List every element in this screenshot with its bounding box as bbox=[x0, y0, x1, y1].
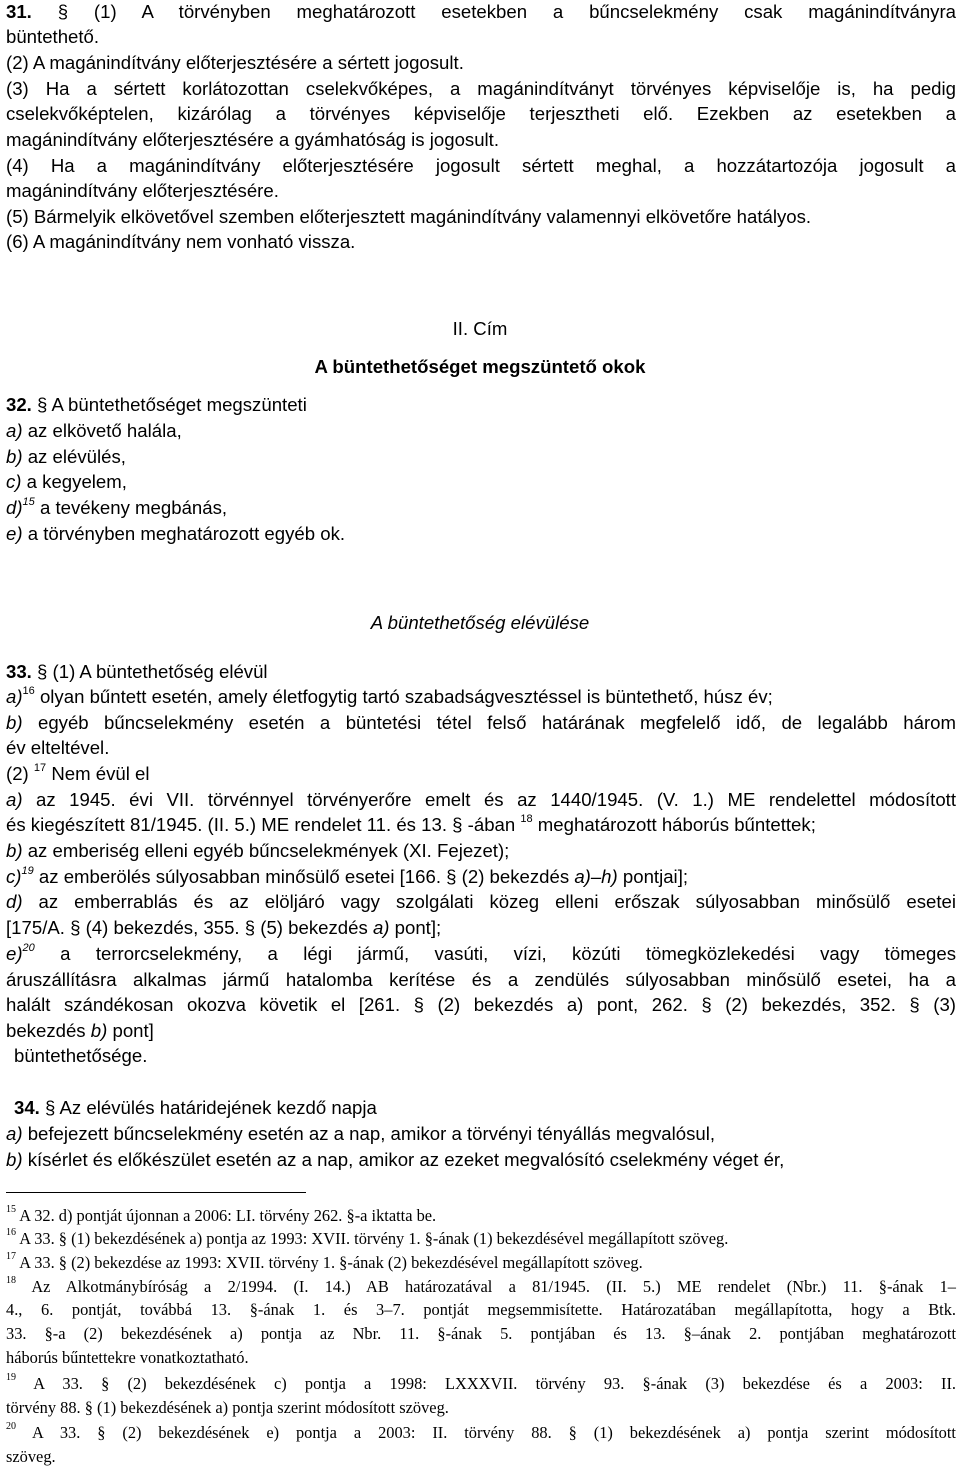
art33-number: 33. bbox=[6, 661, 32, 682]
art33-2-d: d) az emberrablás és az elöljáró vagy szolgálati közeg elleni erőszak súlyosabban minősülő esetei bbox=[6, 891, 956, 912]
art33-2-d-cont: [175/A. § (4) bekezdés, 355. § (5) bekezdés a) pont]; bbox=[6, 917, 442, 938]
art31-line-5: cselekvőképtelen, kizárólag a törvényes képviselője terjesztheti elő. Ezekben az esetekben a bbox=[6, 103, 956, 124]
art32-lead: 32. § A büntethetőséget megszünteti bbox=[6, 394, 307, 415]
art33-2-e-cont-2: halált szándékosan okozva követik el [261. § (2) bekezdés a) pont, 262. § (2) bekezdés, 352. § (3) bbox=[6, 994, 956, 1015]
footnote-19: $^{19}$ A 33. § (2) bekezdésének c) pontja a 1998: LXXXVII. törvény 93. §-ának (3) bekezdése és a 2003: II. bbox=[6, 1371, 956, 1393]
art31-number: 31. bbox=[6, 1, 32, 22]
art34-item-a: a) befejezett bűncselekmény esetén az a nap, amikor a törvényi tényállás megvalósul, bbox=[6, 1123, 716, 1144]
art32-number: 32. bbox=[6, 394, 32, 415]
footnote-19-cont: törvény 88. § (1) bekezdésének a) pontja szerint módosított szöveg. bbox=[6, 1398, 449, 1417]
art32-item-e: e) a törvényben meghatározott egyéb ok. bbox=[6, 523, 346, 544]
title-number: II. Cím bbox=[452, 318, 508, 339]
footnote-18: $^{18}$ Az Alkotmánybíróság a 2/1994. (I. 14.) AB határozatával a 81/1945. (II. 5.) ME rendelet (Nbr.) 11. §-ának 1– bbox=[6, 1274, 956, 1296]
art33-2-c: c)$^{19}$ az emberölés súlyosabban minősülő esetei [166. § (2) bekezdés a)–h) pontjai]; bbox=[6, 864, 689, 887]
art34-item-b: b) kísérlet és előkészület esetén az a nap, amikor az ezeket megvalósító cselekmény véget ér, bbox=[6, 1149, 785, 1170]
footnote-18-cont-2: 33. §-a (2) bekezdésének a) pontja az Nbr. 11. §-ának 5. pontjában és 13. §–ának 2. pontjában meghatározott bbox=[6, 1324, 956, 1343]
footnote-ref-20[interactable]: 20 bbox=[22, 941, 35, 954]
art33-item-b-cont: év elteltével. bbox=[6, 737, 110, 758]
art33-para-2: (2) $^{17}$ Nem évül el bbox=[6, 761, 150, 784]
art31-line-1 bbox=[6, 1, 956, 23]
footnote-separator bbox=[6, 1192, 306, 1193]
art33-2-e-cont-1: áruszállításra alkalmas jármű hatalomba kerítése és a zendülés súlyosabban minősülő esetei, ha a bbox=[6, 969, 956, 990]
art34-number: 34. bbox=[14, 1097, 40, 1118]
art33-item-b: b) egyéb bűncselekmény esetén a büntetési tétel felső határának megfelelő idő, de legalább három bbox=[6, 712, 956, 733]
footnote-ref-18[interactable]: 18 bbox=[520, 812, 533, 825]
art33-2-a: a) az 1945. évi VII. törvénnyel törvényerőre emelt és az 1440/1945. (V. 1.) ME rendelettel módosított bbox=[6, 789, 956, 810]
art32-item-d: d)$^{15}$ a tevékeny megbánás, bbox=[6, 495, 228, 518]
art33-2-a-cont: és kiegészített 81/1945. (II. 5.) ME rendelet 11. és 13. § -ában $^{18}$ meghatározott háborús bűntettek; bbox=[6, 812, 816, 835]
art31-line-4: (3) Ha a sértett korlátozottan cselekvőképes, a magánindítványt törvényes képviselője is, ha pedig bbox=[6, 78, 956, 99]
art31-line-2: büntethető. bbox=[6, 26, 100, 47]
footnote-18-cont-1: 4., 6. pontját, továbbá 13. §-ának 1. és 3–7. pontját megsemmisítette. Határozatában megállapította, hogy a Btk. bbox=[6, 1300, 956, 1319]
art31-line-7: (4) Ha a magánindítvány előterjesztésére jogosult sértett meghal, a hozzátartozója jogosult a bbox=[6, 155, 956, 176]
footnote-15: $^{15}$ A 32. d) pontját újonnan a 2006: LI. törvény 262. §-a iktatta be. bbox=[6, 1203, 437, 1225]
art31-line-10: (6) A magánindítvány nem vonható vissza. bbox=[6, 231, 356, 252]
art33-lead: 33. § (1) A büntethetőség elévül bbox=[6, 661, 268, 682]
footnote-17: $^{17}$ A 33. § (2) bekezdése az 1993: XVII. törvény 1. §-ának (2) bekezdésével megállapított szöveg. bbox=[6, 1250, 643, 1272]
art31-line-3: (2) A magánindítvány előterjesztésére a sértett jogosult. bbox=[6, 52, 464, 73]
footnote-ref-16[interactable]: 16 bbox=[22, 684, 35, 697]
art32-item-a: a) az elkövető halála, bbox=[6, 420, 182, 441]
title-name: A büntethetőséget megszüntető okok bbox=[314, 356, 646, 377]
art31-line-6: magánindítvány előterjesztésére a gyámhatóság is jogosult. bbox=[6, 129, 500, 150]
art33-item-a: a)$^{16}$ olyan bűntett esetén, amely életfogytig tartó szabadságvesztéssel is büntethető, húsz év; bbox=[6, 684, 773, 707]
art31-text: § (1) A törvényben meghatározott esetekben a bűncselekmény csak magánindítványra bbox=[57, 1, 956, 22]
art33-2-e: e)$^{20}$ a terrorcselekmény, a légi jármű, vasúti, vízi, közúti tömegközlekedési vagy tömeges bbox=[6, 941, 956, 964]
footnote-20: $^{20}$ A 33. § (2) bekezdésének e) pontja a 2003: II. törvény 88. § (1) bekezdésének a) pontja szerint módosított bbox=[6, 1420, 956, 1442]
footnote-ref-15[interactable]: 15 bbox=[22, 495, 35, 508]
footnote-ref-19[interactable]: 19 bbox=[21, 864, 34, 877]
footnote-ref-17[interactable]: 17 bbox=[33, 761, 47, 774]
footnote-18-cont-3: háborús bűntettekre vonatkoztatható. bbox=[6, 1348, 249, 1367]
footnote-20-cont: szöveg. bbox=[6, 1447, 56, 1466]
art33-2-b: b) az emberiség elleni egyéb bűncselekmények (XI. Fejezet); bbox=[6, 840, 510, 861]
art33-2-e-cont-3: bekezdés b) pont] bbox=[6, 1020, 154, 1041]
footnote-16: $^{16}$ A 33. § (1) bekezdésének a) pontja az 1993: XVII. törvény 1. §-ának (1) bekezdésével megállapított szöveg. bbox=[6, 1226, 729, 1248]
art31-line-9: (5) Bármelyik elkövetővel szemben előterjesztett magánindítvány valamennyi elkövetőre hatályos. bbox=[6, 206, 812, 227]
art34-lead: 34. § Az elévülés határidejének kezdő napja bbox=[14, 1097, 377, 1118]
art33-tail: büntethetősége. bbox=[14, 1045, 148, 1066]
art32-item-c: c) a kegyelem, bbox=[6, 471, 127, 492]
art31-line-8: magánindítvány előterjesztésére. bbox=[6, 180, 279, 201]
section-subtitle: A büntethetőség elévülése bbox=[370, 612, 590, 633]
art32-item-b: b) az elévülés, bbox=[6, 446, 126, 467]
